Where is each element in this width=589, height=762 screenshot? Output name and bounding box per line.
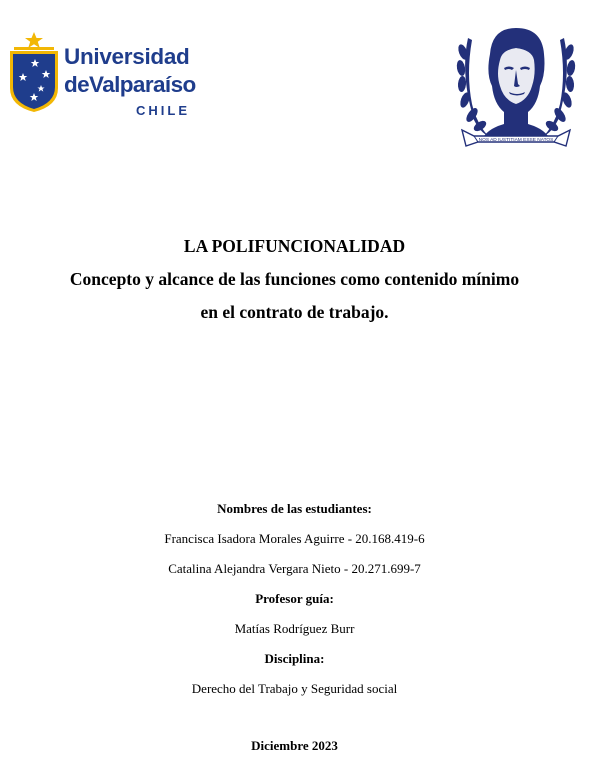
university-name-line2: deValparaíso (64, 72, 196, 97)
advisor-name: Matías Rodríguez Burr (234, 621, 355, 636)
faculty-seal (454, 24, 578, 150)
document-info (0, 494, 589, 704)
discipline-heading: Disciplina: (264, 651, 325, 666)
title-line3: en el contrato de trabajo. (200, 302, 389, 322)
university-logo (8, 30, 208, 118)
student-name-2: Catalina Alejandra Vergara Nieto - 20.271.699-7 (168, 561, 421, 576)
university-name-line1: Universidad (64, 44, 190, 69)
university-country: CHILE (136, 103, 190, 118)
document-title (0, 230, 589, 329)
title-line2: Concepto y alcance de las funciones como contenido mínimo (69, 269, 520, 289)
document-date: Diciembre 2023 (251, 738, 338, 753)
seal-motto: NOS AD IUSTITIAM ESSE NATOS (478, 138, 554, 143)
laurel-bust-seal-icon (454, 24, 578, 150)
university-shield-icon (8, 30, 60, 114)
discipline-name: Derecho del Trabajo y Seguridad social (191, 681, 398, 696)
advisor-heading: Profesor guía: (255, 591, 334, 606)
student-name-1: Francisca Isadora Morales Aguirre - 20.168.419-6 (164, 531, 425, 546)
students-heading: Nombres de las estudiantes: (217, 501, 372, 516)
title-line1: LA POLIFUNCIONALIDAD (183, 236, 406, 256)
